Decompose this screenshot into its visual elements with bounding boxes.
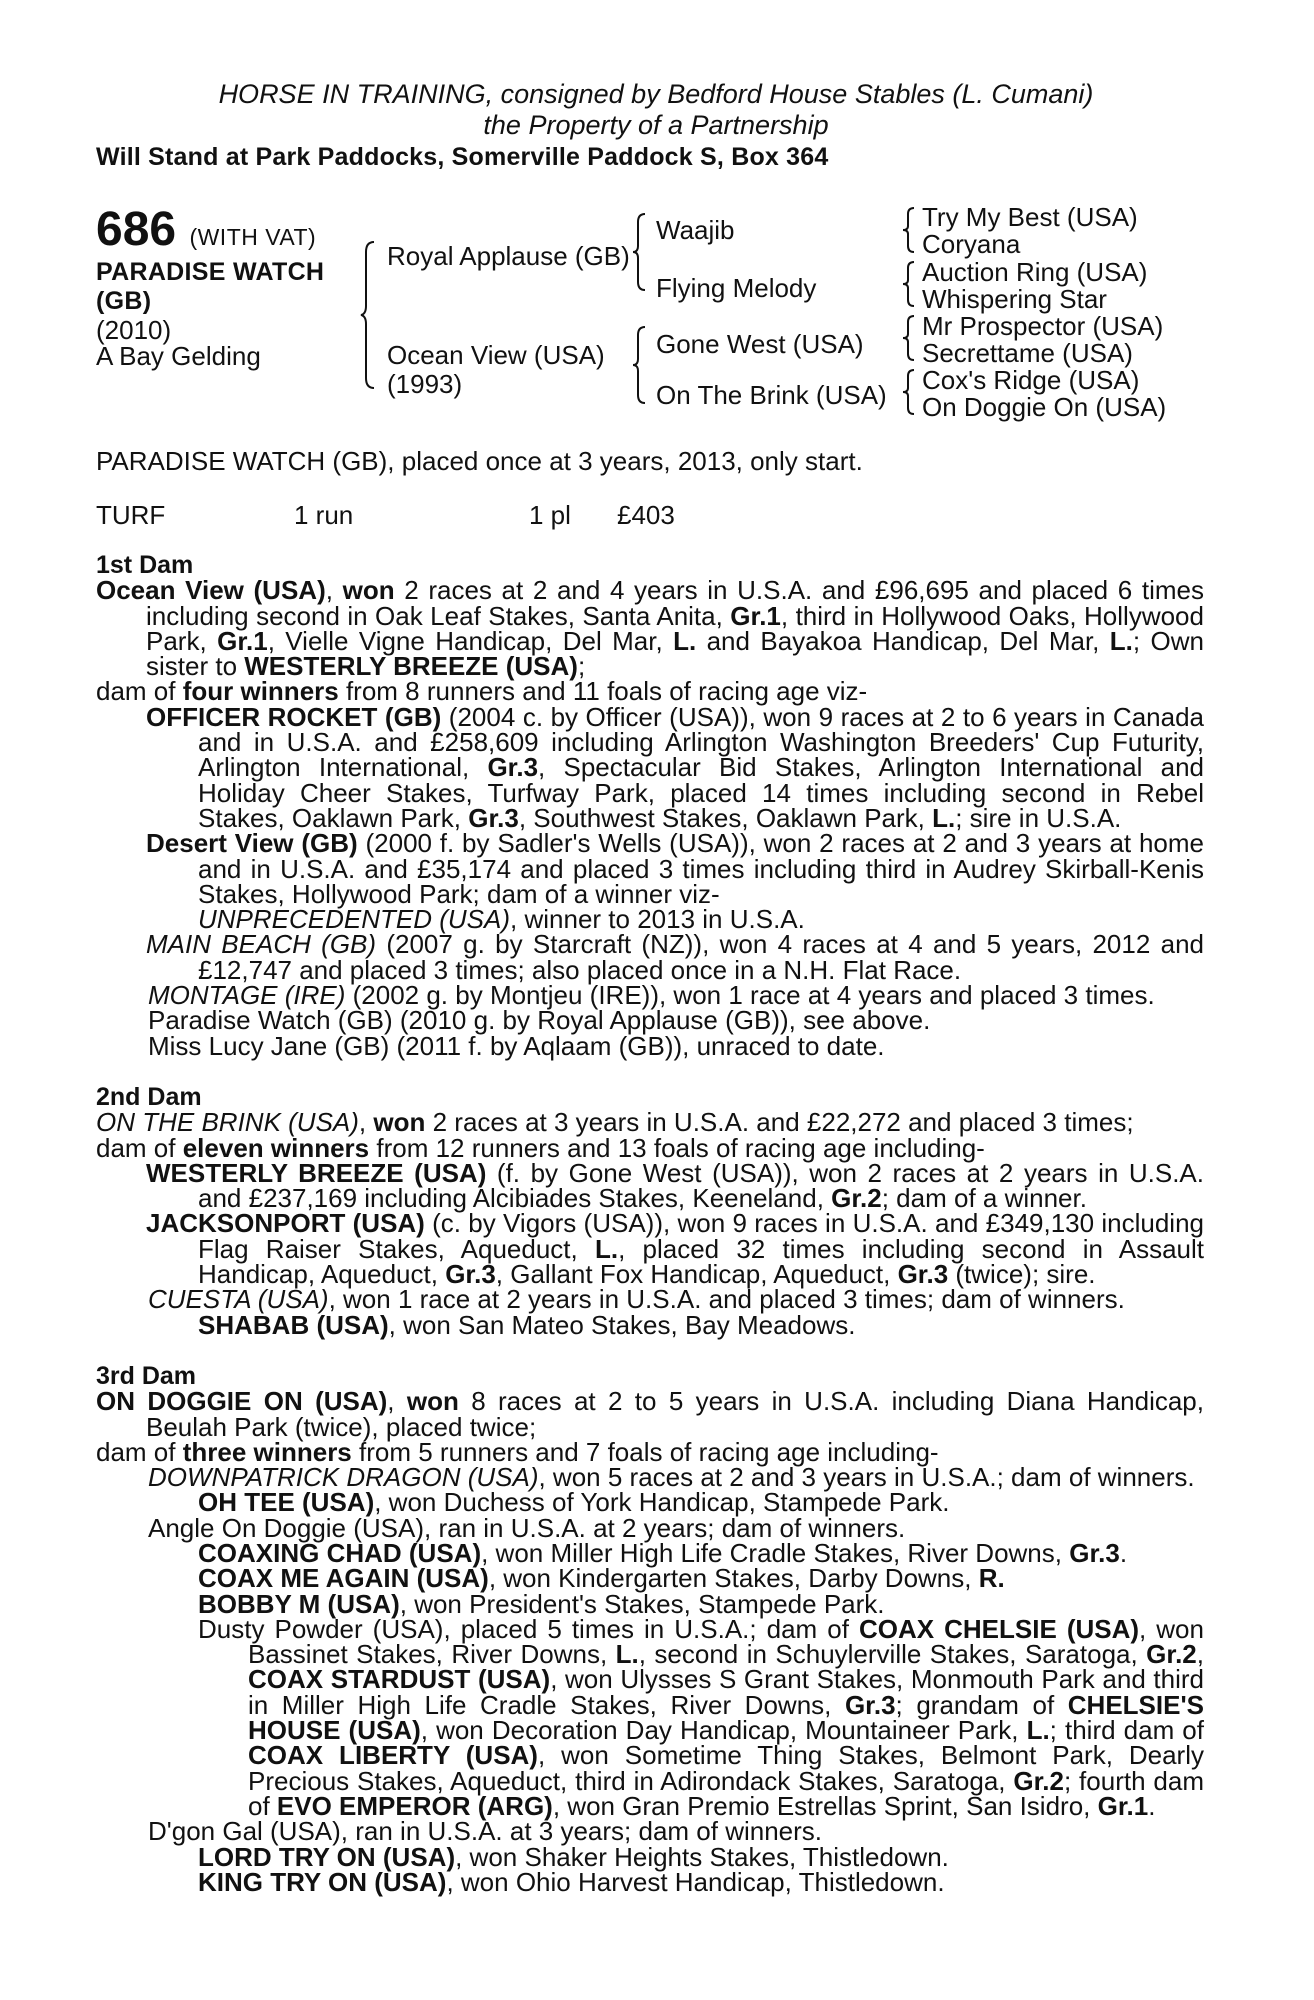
horse-year: (2010)	[96, 315, 172, 345]
produce-item: D'gon Gal (USA), ran in U.S.A. at 3 years; dam of winners.	[148, 1816, 823, 1847]
pedigree-brace	[632, 212, 648, 292]
record-prize: £403	[617, 500, 675, 530]
stand-line: Will Stand at Park Paddocks, Somerville Paddock S, Box 364	[96, 143, 829, 171]
pedigree-brace	[902, 368, 916, 416]
produce-item: COAX ME AGAIN (USA), won Kindergarten Stakes, Darby Downs, R.	[198, 1563, 1005, 1594]
produce-item: OFFICER ROCKET (GB) (2004 c. by Officer (USA)), won 9 races at 2 to 6 years in Canada and in U.S.A. and £258,609 including Arlington Washington Breeders' Cup Futurity, Arlington International, Gr.3, Spectacular Bid Stakes, Arlington International and Holiday Cheer Stakes, Turfway Park, placed 14 times including second in Rebel Stakes, Oaklawn Park, Gr.3, Southwest Stakes, Oaklawn Park, L.; sire in U.S.A.	[146, 701, 1205, 833]
dam-produce: dam of three winners from 5 runners and 7 foals of racing age including-	[96, 1436, 939, 1467]
produce-item: Miss Lucy Jane (GB) (2011 f. by Aqlaam (GB)), unraced to date.	[148, 1030, 885, 1061]
pedigree-brace	[902, 314, 916, 362]
ancestor: Secrettame (USA)	[922, 338, 1133, 368]
dam-paragraph: ON THE BRINK (USA), won 2 races at 3 years in U.S.A. and £22,272 and placed 3 times;	[96, 1107, 1134, 1138]
sire-sire: Waajib	[656, 215, 735, 245]
horse-name: PARADISE WATCH	[96, 258, 325, 286]
produce-item: CUESTA (USA), won 1 race at 2 years in U.S.A. and placed 3 times; dam of winners.	[148, 1284, 1125, 1315]
pedigree-brace	[902, 260, 916, 308]
race-summary: PARADISE WATCH (GB), placed once at 3 years, 2013, only start.	[96, 446, 863, 476]
dam-paragraph: ON DOGGIE ON (USA), won 8 races at 2 to 5 years in U.S.A. including Diana Handicap, Beulah Park (twice), placed twice;	[96, 1386, 1204, 1442]
section-heading: 2nd Dam	[96, 1082, 202, 1111]
record-surface: TURF	[96, 500, 166, 530]
pedigree-brace	[632, 325, 648, 405]
ancestor: Whispering Star	[922, 284, 1107, 314]
produce-item: OH TEE (USA), won Duchess of York Handicap, Stampede Park.	[198, 1487, 950, 1518]
produce-item: BOBBY M (USA), won President's Stakes, Stampede Park.	[198, 1588, 885, 1619]
ancestor: Cox's Ridge (USA)	[922, 365, 1140, 395]
horse-country: (GB)	[96, 287, 152, 315]
produce-item: LORD TRY ON (USA), won Shaker Heights Stakes, Thistledown.	[198, 1841, 949, 1872]
dam: Ocean View (USA)	[387, 340, 605, 370]
lot-number-line	[96, 205, 316, 262]
horse-description: A Bay Gelding	[96, 341, 261, 371]
produce-item: SHABAB (USA), won San Mateo Stakes, Bay Meadows.	[198, 1309, 856, 1340]
produce-item: Paradise Watch (GB) (2010 g. by Royal Applause (GB)), see above.	[148, 1005, 931, 1036]
section-heading: 1st Dam	[96, 551, 194, 579]
produce-item: Dusty Powder (USA), placed 5 times in U.S.A.; dam of COAX CHELSIE (USA), won Bassinet Stakes, River Downs, L., second in Schuylerville Stakes, Saratoga, Gr.2, COAX STARDUST (USA), won Ulysses S Grant Stakes, Monmouth Park and third in Miller High Life Cradle Stakes, River Downs, Gr.3; grandam of CHELSIE'S HOUSE (USA), won Decoration Day Handicap, Mountaineer Park, L.; third dam of COAX LIBERTY (USA), won Sometime Thing Stakes, Belmont Park, Dearly Precious Stakes, Aqueduct, third in Adirondack Stakes, Saratoga, Gr.2; fourth dam of EVO EMPEROR (ARG), won Gran Premio Estrellas Sprint, San Isidro, Gr.1.	[198, 1613, 1204, 1821]
pedigree-brace	[902, 206, 916, 254]
ancestor: Mr Prospector (USA)	[922, 311, 1164, 341]
section-heading: 3rd Dam	[96, 1361, 197, 1390]
dam-produce: dam of four winners from 8 runners and 11 foals of racing age viz-	[96, 676, 868, 707]
sire: Royal Applause (GB)	[387, 241, 630, 271]
pedigree-brace	[360, 240, 378, 390]
produce-item: UNPRECEDENTED (USA), winner to 2013 in U.S.A.	[198, 904, 805, 935]
sire-dam: Flying Melody	[656, 273, 817, 303]
record-runs: 1 run	[294, 500, 354, 530]
consignor-line: HORSE IN TRAINING, consigned by Bedford House Stables (L. Cumani)	[218, 79, 1094, 109]
produce-item: Angle On Doggie (USA), ran in U.S.A. at 2 years; dam of winners.	[148, 1512, 906, 1543]
produce-item: KING TRY ON (USA), won Ohio Harvest Handicap, Thistledown.	[198, 1866, 945, 1897]
ancestor: Auction Ring (USA)	[922, 257, 1148, 287]
produce-record	[96, 553, 1204, 1895]
dam-dam: On The Brink (USA)	[656, 380, 887, 410]
produce-item: MAIN BEACH (GB) (2007 g. by Starcraft (NZ)), won 4 races at 4 and 5 years, 2012 and £12,747 and placed 3 times; also placed once in a N.H. Flat Race.	[146, 929, 1204, 985]
produce-item: COAXING CHAD (USA), won Miller High Life Cradle Stakes, River Downs, Gr.3.	[198, 1537, 1128, 1568]
dam-year: (1993)	[387, 369, 463, 399]
dam-paragraph: Ocean View (USA), won 2 races at 2 and 4 years in U.S.A. and £96,695 and placed 6 times including second in Oak Leaf Stakes, Santa Anita, Gr.1, third in Hollywood Oaks, Hollywood Park, Gr.1, Vielle Vigne Handicap, Del Mar, L. and Bayakoa Handicap, Del Mar, L.; Own sister to WESTERLY BREEZE (USA);	[96, 575, 1204, 682]
produce-item: Desert View (GB) (2000 f. by Sadler's Wells (USA)), won 2 races at 2 and 3 years at home and in U.S.A. and £35,174 and placed 3 times including third in Audrey Skirball-Kenis Stakes, Hollywood Park; dam of a winner viz-	[146, 828, 1204, 909]
dam-sire: Gone West (USA)	[656, 329, 864, 359]
vat-label: (WITH VAT)	[189, 224, 317, 250]
produce-item: WESTERLY BREEZE (USA) (f. by Gone West (USA)), won 2 races at 2 years in U.S.A. and £237,169 including Alcibiades Stakes, Keeneland, Gr.2; dam of a winner.	[146, 1157, 1204, 1214]
produce-item: DOWNPATRICK DRAGON (USA), won 5 races at 2 and 3 years in U.S.A.; dam of winners.	[148, 1462, 1195, 1493]
produce-item: MONTAGE (IRE) (2002 g. by Montjeu (IRE)), won 1 race at 4 years and placed 3 times.	[148, 980, 1155, 1011]
ancestor: Try My Best (USA)	[922, 202, 1138, 232]
ownership-line: the Property of a Partnership	[483, 110, 829, 140]
dam-produce: dam of eleven winners from 12 runners and 13 foals of racing age including-	[96, 1132, 985, 1163]
record-placed: 1 pl	[529, 500, 571, 530]
produce-item: JACKSONPORT (USA) (c. by Vigors (USA)), won 9 races in U.S.A. and £349,130 including Flag Raiser Stakes, Aqueduct, L., placed 32 times including second in Assault Handicap, Aqueduct, Gr.3, Gallant Fox Handicap, Aqueduct, Gr.3 (twice); sire.	[146, 1208, 1205, 1290]
ancestor: Coryana	[922, 229, 1021, 259]
lot-number: 686	[96, 203, 177, 256]
ancestor: On Doggie On (USA)	[922, 392, 1167, 422]
